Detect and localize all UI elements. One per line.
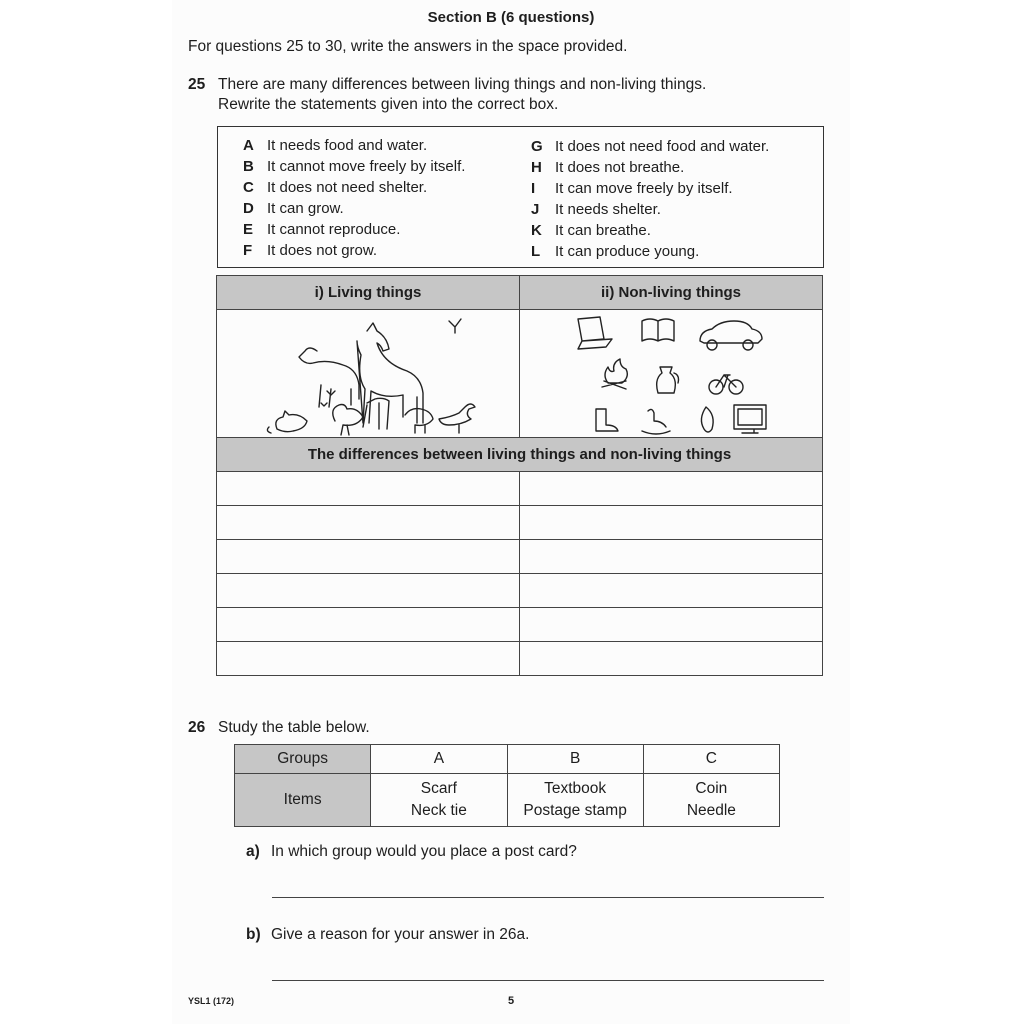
answer-cell-nonliving-5[interactable]: [520, 608, 823, 642]
groups-label: Groups: [235, 745, 371, 774]
statement-k: K It can breathe.: [531, 222, 651, 239]
items-label: Items: [235, 774, 371, 827]
answer-cell-living-5[interactable]: [217, 608, 520, 642]
question-26a-text: In which group would you place a post card?: [271, 843, 577, 860]
statement-e: E It cannot reproduce.: [243, 221, 401, 238]
question-26-number: 26: [188, 719, 206, 736]
group-a-items: Scarf Neck tie: [371, 774, 507, 827]
answer-cell-nonliving-4[interactable]: [520, 574, 823, 608]
question-25-line2: Rewrite the statements given into the correct box.: [218, 96, 559, 113]
question-26-prompt: Study the table below.: [218, 719, 370, 736]
answer-cell-living-1[interactable]: [217, 472, 520, 506]
statement-g: G It does not need food and water.: [531, 138, 770, 155]
animals-illustration: [217, 311, 517, 436]
statements-box: [217, 126, 824, 268]
statement-a: A It needs food and water.: [243, 137, 428, 154]
statement-h: H It does not breathe.: [531, 159, 685, 176]
answer-cell-nonliving-3[interactable]: [520, 540, 823, 574]
footer-code: YSL1 (172): [188, 996, 235, 1006]
non-living-things-picture-cell: [520, 310, 823, 438]
objects-illustration: [520, 311, 820, 436]
group-b-header: B: [507, 745, 643, 774]
groups-table: [234, 744, 780, 827]
page-number: 5: [507, 995, 515, 1007]
answer-cell-living-3[interactable]: [217, 540, 520, 574]
question-25-number: 25: [188, 76, 206, 93]
group-c-items: Coin Needle: [643, 774, 779, 827]
instructions: For questions 25 to 30, write the answers in the space provided.: [188, 38, 628, 55]
answer-line-26b[interactable]: [272, 980, 824, 981]
answer-cell-living-6[interactable]: [217, 642, 520, 676]
answer-cell-living-2[interactable]: [217, 506, 520, 540]
statement-j: J It needs shelter.: [531, 201, 661, 218]
answer-cell-living-4[interactable]: [217, 574, 520, 608]
answer-line-26a[interactable]: [272, 897, 824, 898]
group-c-header: C: [643, 745, 779, 774]
living-things-picture-cell: [217, 310, 520, 438]
statement-d: D It can grow.: [243, 200, 344, 217]
statement-l: L It can produce young.: [531, 243, 700, 260]
worksheet-page: [172, 0, 850, 1024]
question-26b-label: b): [246, 926, 261, 943]
group-b-items: Textbook Postage stamp: [507, 774, 643, 827]
statement-c: C It does not need shelter.: [243, 179, 428, 196]
section-title: Section B (6 questions): [427, 9, 595, 26]
answer-cell-nonliving-2[interactable]: [520, 506, 823, 540]
living-things-header: i) Living things: [217, 276, 520, 310]
statement-i: I It can move freely by itself.: [531, 180, 733, 197]
answer-cell-nonliving-1[interactable]: [520, 472, 823, 506]
statement-b: B It cannot move freely by itself.: [243, 158, 466, 175]
statement-f: F It does not grow.: [243, 242, 378, 259]
question-26b-text: Give a reason for your answer in 26a.: [271, 926, 530, 943]
answer-cell-nonliving-6[interactable]: [520, 642, 823, 676]
group-a-header: A: [371, 745, 507, 774]
differences-header: The differences between living things and non-living things: [217, 438, 823, 472]
question-25-line1: There are many differences between living things and non-living things.: [218, 76, 707, 93]
non-living-things-header: ii) Non-living things: [520, 276, 823, 310]
question-26a-label: a): [246, 843, 260, 860]
classification-table: [216, 275, 823, 676]
